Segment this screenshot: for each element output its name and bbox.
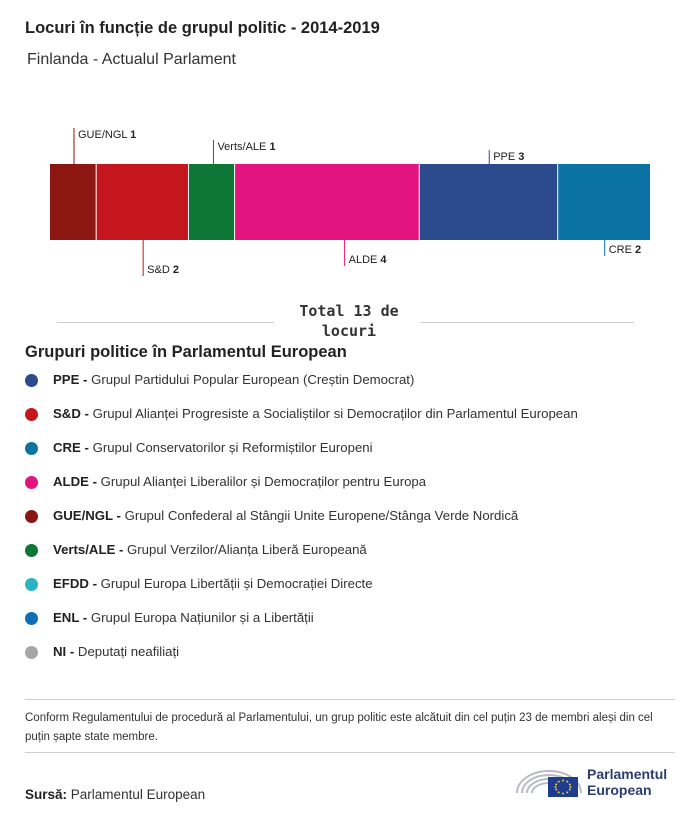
legend-abbr: GUE/NGL - <box>53 508 121 523</box>
legend-item <box>25 507 578 541</box>
chart-subtitle: Finlanda - Actualul Parlament <box>27 51 236 68</box>
logo-line-1: Parlamentul <box>587 766 668 782</box>
legend-title: Grupuri politice în Parlamentul European <box>25 343 347 361</box>
legend-desc: Grupul Alianței Liberalilor și Democraților pentru Europa <box>96 474 427 489</box>
bar-label-gue-ngl: GUE/NGL 1 <box>78 129 137 141</box>
legend-item <box>25 575 578 609</box>
legend-item <box>25 439 578 473</box>
legend-item <box>25 371 578 405</box>
european-parliament-hemicycle-icon <box>514 764 584 802</box>
legend-color-dot <box>25 612 38 625</box>
note-divider-bottom <box>25 752 675 753</box>
legend-color-dot <box>25 544 38 557</box>
legend-abbr: ALDE - <box>53 474 97 489</box>
source <box>25 787 205 802</box>
legend-item-text <box>53 473 426 491</box>
bar-segment-gue-ngl <box>50 164 96 240</box>
rules-note: Conform Regulamentului de procedură al Parlamentului, un grup politic este alcătuit din cel puțin 23 de membri aleși din cel puțin șapte state membre. <box>25 712 653 743</box>
source-text: Parlamentul European <box>70 787 206 802</box>
bar-label-s-d: S&D 2 <box>147 264 179 276</box>
legend-abbr: Verts/ALE - <box>53 542 124 557</box>
legend-abbr: NI - <box>53 644 75 659</box>
legend-color-dot <box>25 476 38 489</box>
legend-desc: Grupul Verzilor/Alianța Liberă Europeană <box>123 542 367 557</box>
legend-item-text <box>53 609 314 627</box>
legend-desc: Grupul Partidului Popular European (Creștin Democrat) <box>87 372 415 387</box>
bar-label-ppe: PPE 3 <box>493 151 525 163</box>
legend-item-text <box>53 507 518 525</box>
legend-color-dot <box>25 442 38 455</box>
legend-desc: Grupul Europa Națiunilor și a Libertății <box>87 610 314 625</box>
legend-item-text <box>53 643 179 661</box>
legend-item <box>25 609 578 643</box>
bar-label-verts-ale: Verts/ALE 1 <box>217 141 276 153</box>
legend-abbr: CRE - <box>53 440 89 455</box>
legend-desc: Grupul Confederal al Stângii Unite Europene/Stânga Verde Nordică <box>120 508 519 523</box>
legend-desc: Deputați neafiliați <box>74 644 180 659</box>
legend-item <box>25 643 578 677</box>
legend-color-dot <box>25 510 38 523</box>
legend-item <box>25 405 578 439</box>
legend-abbr: ENL - <box>53 610 88 625</box>
political-groups-legend <box>25 371 578 677</box>
european-parliament-logo <box>514 764 680 802</box>
legend-abbr: S&D - <box>53 406 89 421</box>
legend-color-dot <box>25 408 38 421</box>
legend-abbr: EFDD - <box>53 576 97 591</box>
bar-label-alde: ALDE 4 <box>348 254 387 266</box>
legend-item-text <box>53 541 367 559</box>
legend-color-dot <box>25 374 38 387</box>
legend-color-dot <box>25 646 38 659</box>
legend-desc: Grupul Conservatorilor și Reformiștilor Europeni <box>88 440 373 455</box>
bar-segment-alde <box>235 164 420 240</box>
chart-title: Locuri în funcție de grupul politic - 2014-2019 <box>25 19 380 37</box>
legend-color-dot <box>25 578 38 591</box>
bar-segment-verts-ale <box>188 164 234 240</box>
bar-segment-s-d <box>96 164 188 240</box>
legend-desc: Grupul Europa Libertății și Democrației Directe <box>96 576 373 591</box>
legend-item <box>25 541 578 575</box>
legend-item-text <box>53 575 373 593</box>
logo-line-2: European <box>587 782 652 798</box>
legend-item <box>25 473 578 507</box>
bar-segment-cre <box>558 164 650 240</box>
legend-abbr: PPE - <box>53 372 88 387</box>
total-seats-label: Total 13 de locuri <box>299 302 399 340</box>
bar-label-cre: CRE 2 <box>608 244 642 256</box>
total-divider-right <box>420 322 634 323</box>
legend-item-text <box>53 439 373 457</box>
source-label: Sursă: <box>25 787 68 802</box>
logo-text <box>587 766 667 798</box>
bar-segment-ppe <box>419 164 557 240</box>
note-divider-top <box>25 699 675 700</box>
seats-bar-chart <box>0 0 700 290</box>
total-divider-left <box>57 322 274 323</box>
legend-item-text <box>53 405 578 423</box>
legend-item-text <box>53 371 414 389</box>
legend-desc: Grupul Alianței Progresiste a Socialiștilor si Democraților din Parlamentul European <box>88 406 578 421</box>
